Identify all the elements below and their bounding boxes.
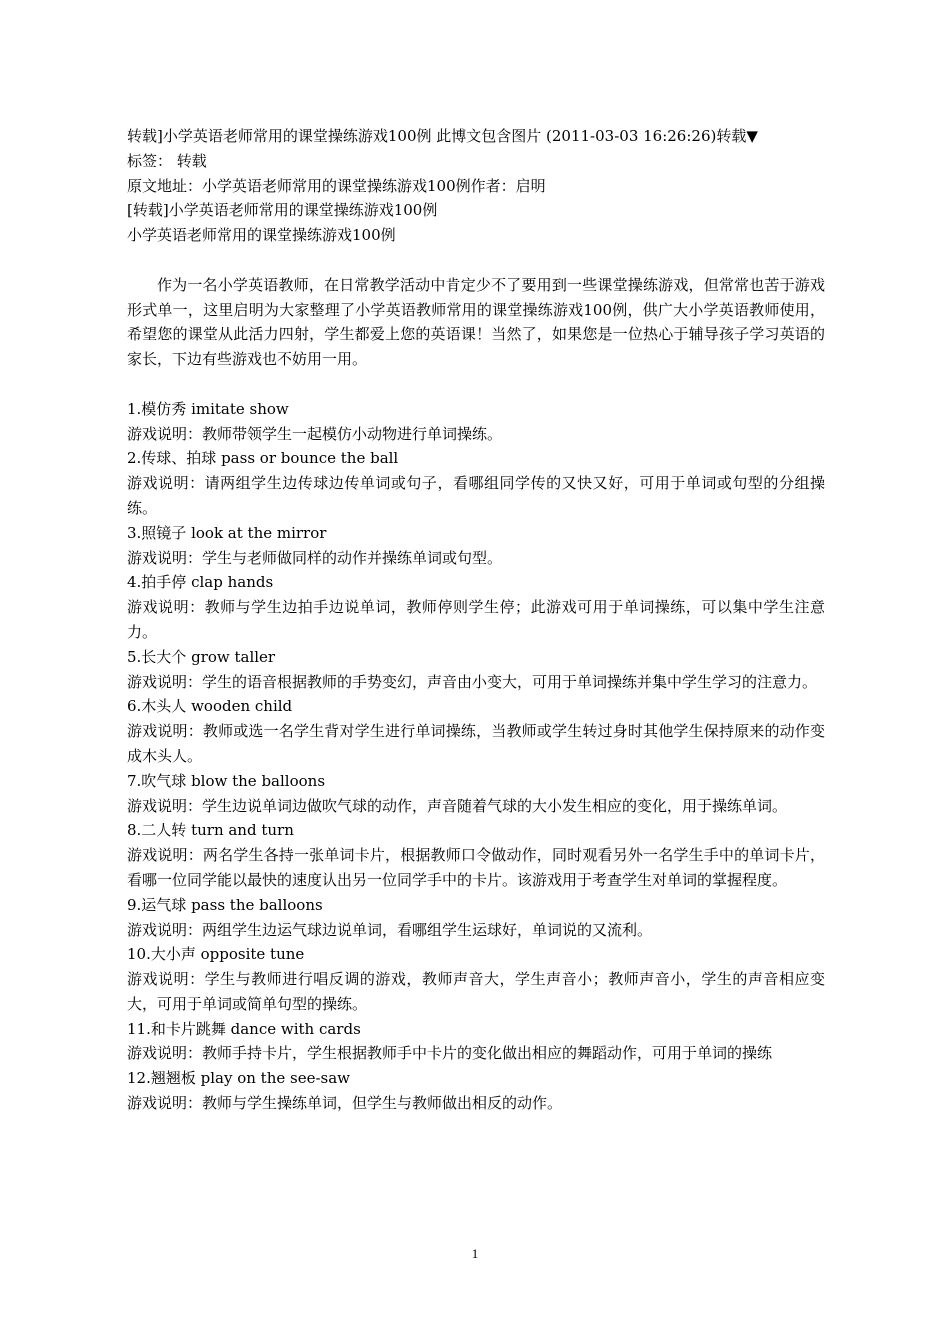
game-title: 1.模仿秀 imitate show [127, 399, 289, 418]
game-description: 游戏说明：学生的语音根据教师的手势变幻，声音由小变大，可用于单词操练并集中学生学习的注意力。 [127, 672, 818, 691]
game-title: 11.和卡片跳舞 dance with cards [127, 1019, 361, 1038]
game-item [127, 893, 825, 943]
game-item [127, 1017, 825, 1067]
game-title: 2.传球、拍球 pass or bounce the ball [127, 449, 399, 468]
article-subtitle: 小学英语老师常用的课堂操练游戏100例 [127, 226, 396, 245]
document-body [127, 124, 825, 1116]
game-description: 游戏说明：两名学生各持一张单词卡片，根据教师口令做动作，同时观看另外一名学生手中的单词卡片，看哪一位同学能以最快的速度认出另一位同学手中的卡片。该游戏用于考查学生对单词的掌握程度。 [127, 846, 825, 889]
intro-paragraph: 作为一名小学英语教师，在日常教学活动中肯定少不了要用到一些课堂操练游戏，但常常也苦于游戏形式单一，这里启明为大家整理了小学英语教师常用的课堂操练游戏100例，供广大小学英语教师使用，希望您的课堂从此活力四射，学生都爱上您的英语课！当然了，如果您是一位热心于辅导孩子学习英语的家长，下边有些游戏也不妨用一用。 [127, 275, 825, 369]
game-description: 游戏说明：教师与学生操练单词，但学生与教师做出相反的动作。 [127, 1094, 563, 1113]
game-description: 游戏说明：两组学生边运气球边说单词，看哪组学生运球好，单词说的又流利。 [127, 920, 653, 939]
page-number: 1 [471, 1246, 479, 1261]
game-title: 6.木头人 wooden child [127, 697, 293, 716]
game-title: 9.运气球 pass the balloons [127, 895, 323, 914]
source-line: 原文地址：小学英语老师常用的课堂操练游戏100例作者：启明 [127, 176, 546, 195]
game-item [127, 818, 825, 892]
game-item [127, 942, 825, 1016]
game-description: 游戏说明：学生与教师进行唱反调的游戏，教师声音大，学生声音小；教师声音小，学生的声音相应变大，可用于单词或简单句型的操练。 [127, 970, 825, 1013]
game-title: 3.照镜子 look at the mirror [127, 523, 327, 542]
game-title: 5.长大个 grow taller [127, 647, 276, 666]
game-description: 游戏说明：教师或选一名学生背对学生进行单词操练，当教师或学生转过身时其他学生保持原来的动作变成木头人。 [127, 722, 825, 765]
game-title: 10.大小声 opposite tune [127, 945, 305, 964]
game-item [127, 570, 825, 644]
game-title: 12.翘翘板 play on the see-saw [127, 1069, 351, 1088]
game-title: 8.二人转 turn and turn [127, 821, 294, 840]
game-item [127, 397, 825, 447]
game-item [127, 446, 825, 520]
game-description: 游戏说明：请两组学生边传球边传单词或句子，看哪组同学传的又快又好，可用于单词或句型的分组操练。 [127, 474, 825, 517]
game-title: 4.拍手停 clap hands [127, 573, 274, 592]
post-title-line: 转载]小学英语老师常用的课堂操练游戏100例 此博文包含图片 (2011-03-03 16:26:26)转载▼ [127, 127, 758, 145]
game-list [127, 397, 825, 1116]
tags-line: 标签： 转载 [127, 151, 207, 170]
game-item [127, 769, 825, 819]
game-description: 游戏说明：教师与学生边拍手边说单词，教师停则学生停；此游戏可用于单词操练，可以集中学生注意力。 [127, 598, 825, 641]
game-item [127, 1066, 825, 1116]
repost-title-line: [转载]小学英语老师常用的课堂操练游戏100例 [127, 201, 438, 220]
blank-line [127, 248, 825, 273]
game-title: 7.吹气球 blow the balloons [127, 771, 326, 790]
blank-line [127, 372, 825, 397]
game-item [127, 521, 825, 571]
game-item [127, 694, 825, 768]
game-description: 游戏说明：教师手持卡片，学生根据教师手中卡片的变化做出相应的舞蹈动作，可用于单词的操练 [127, 1044, 773, 1063]
game-description: 游戏说明：学生边说单词边做吹气球的动作，声音随着气球的大小发生相应的变化，用于操练单词。 [127, 796, 788, 815]
game-description: 游戏说明：学生与老师做同样的动作并操练单词或句型。 [127, 548, 503, 567]
game-item [127, 645, 825, 695]
game-description: 游戏说明：教师带领学生一起模仿小动物进行单词操练。 [127, 424, 503, 443]
